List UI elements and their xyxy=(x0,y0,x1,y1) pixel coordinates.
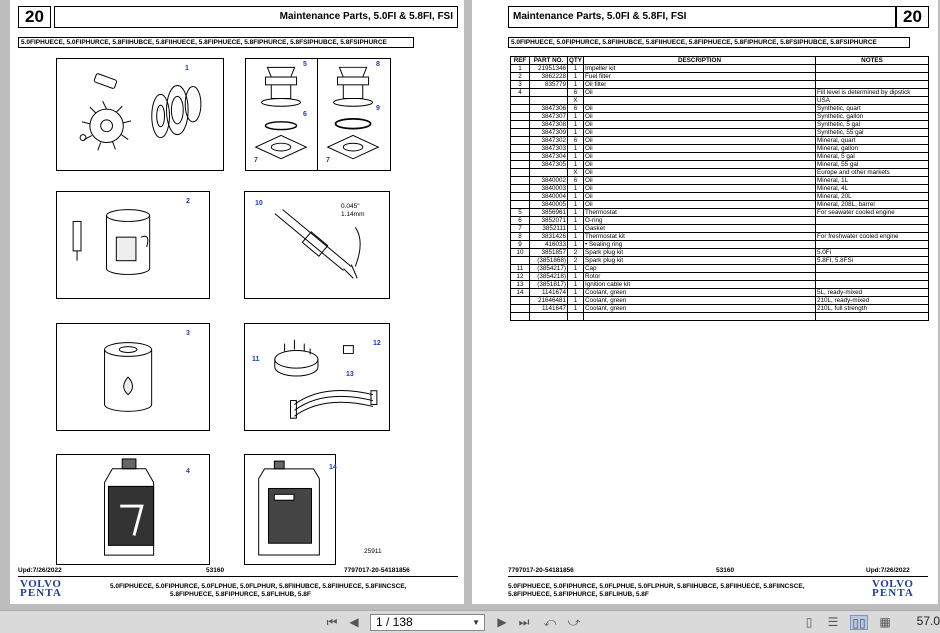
ref-label: 11 xyxy=(252,356,260,363)
table-row xyxy=(511,281,929,289)
table-cell: USA xyxy=(816,97,929,105)
ignition-parts-illustration xyxy=(244,323,390,431)
table-cell: 6 xyxy=(511,217,530,225)
footer-number: 53160 xyxy=(206,567,225,574)
table-cell: 8 xyxy=(511,233,530,241)
ref-label: 6 xyxy=(303,111,307,118)
table-cell: 21951346 xyxy=(530,65,568,73)
table-cell: 2 xyxy=(511,73,530,81)
table-cell: Oil xyxy=(584,193,816,201)
table-cell: Oil xyxy=(584,121,816,129)
table-cell xyxy=(530,97,568,105)
table-cell xyxy=(530,313,568,321)
table-row xyxy=(511,73,929,81)
table-cell: Europe and other markets xyxy=(816,169,929,177)
table-cell: (3851817) xyxy=(530,281,568,289)
table-cell: Mineral, 55 gal xyxy=(816,161,929,169)
table-row xyxy=(511,273,929,281)
table-cell: Coolant, green xyxy=(584,305,816,313)
table-cell: 1 xyxy=(568,193,584,201)
table-cell xyxy=(816,241,929,249)
parts-table-body xyxy=(511,65,929,321)
table-cell xyxy=(816,313,929,321)
table-cell xyxy=(511,145,530,153)
table-cell: Oil filter xyxy=(584,81,816,89)
table-cell: Mineral, 1L xyxy=(816,177,929,185)
footer-doc-id: 7797017-20-54181856 xyxy=(508,567,574,574)
last-page-icon[interactable]: ⏭ xyxy=(518,615,530,629)
thermostat-illustration xyxy=(245,58,318,171)
table-row xyxy=(511,257,929,265)
table-row xyxy=(511,289,929,297)
table-cell xyxy=(584,313,816,321)
table-cell: 1 xyxy=(568,81,584,89)
two-page-continuous-icon[interactable]: ▦ xyxy=(879,615,891,629)
spark-plug-illustration xyxy=(244,191,390,299)
table-cell: X xyxy=(568,97,584,105)
table-cell: Oil xyxy=(584,169,816,177)
ref-label: 1 xyxy=(185,65,189,72)
table-cell: 3847304 xyxy=(530,153,568,161)
footer-number: 53160 xyxy=(716,567,735,574)
table-cell xyxy=(584,97,816,105)
table-cell: 3851857 xyxy=(530,249,568,257)
coolant-jug-drawing xyxy=(245,455,335,564)
table-cell: 11 xyxy=(511,265,530,273)
table-cell xyxy=(511,193,530,201)
continuous-icon[interactable]: ☰ xyxy=(827,615,839,629)
footer-model-list xyxy=(508,583,805,599)
table-cell: Oil xyxy=(584,89,816,97)
footer-rule xyxy=(508,576,928,577)
table-cell: 1141674 xyxy=(530,289,568,297)
table-cell xyxy=(530,89,568,97)
logo-line2: PENTA xyxy=(20,587,62,599)
table-row xyxy=(511,153,929,161)
table-cell: Ignition cable kit xyxy=(584,281,816,289)
table-row xyxy=(511,185,929,193)
table-row xyxy=(511,105,929,113)
oil-filter-illustration xyxy=(56,323,210,431)
table-cell xyxy=(816,265,929,273)
table-cell: 2 xyxy=(568,257,584,265)
table-cell: 1 xyxy=(568,65,584,73)
table-cell: 1 xyxy=(568,121,584,129)
table-cell: Spark plug kit xyxy=(584,257,816,265)
table-cell: 1 xyxy=(511,65,530,73)
table-cell xyxy=(511,297,530,305)
table-cell: Oil xyxy=(584,185,816,193)
ref-label: 10 xyxy=(255,200,263,207)
table-cell: Oil xyxy=(584,153,816,161)
table-cell: Fuel filter xyxy=(584,73,816,81)
table-cell: 1 xyxy=(568,129,584,137)
table-row xyxy=(511,81,929,89)
table-cell: 416033 xyxy=(530,241,568,249)
ref-label: 8 xyxy=(376,61,380,68)
page-number: 20 xyxy=(896,6,929,28)
table-cell: Oil xyxy=(584,201,816,209)
table-row xyxy=(511,129,929,137)
table-row xyxy=(511,137,929,145)
table-cell: Impeller kit xyxy=(584,65,816,73)
oil-filter-drawing xyxy=(57,324,209,430)
table-cell: 12 xyxy=(511,273,530,281)
footer-models-line2: 5.8FIPHUECE, 5.8FIPHURCE, 5.8FLIHUB, 5.8F xyxy=(170,591,311,598)
table-cell: Mineral, quart xyxy=(816,137,929,145)
table-cell: 3847306 xyxy=(530,105,568,113)
table-cell: 5.0Fi xyxy=(816,249,929,257)
footer-updated: Upd:7/26/2022 xyxy=(866,567,910,574)
volvo-penta-logo xyxy=(20,580,62,598)
footer-models-line2: 5.8FIPHUECE, 5.8FIPHURCE, 5.8FLIHUB, 5.8F xyxy=(508,591,649,598)
table-cell: X xyxy=(568,169,584,177)
table-cell: For freshwater cooled engine xyxy=(816,233,929,241)
table-row xyxy=(511,89,929,97)
table-row xyxy=(511,193,929,201)
chevron-down-icon: ▼ xyxy=(472,618,480,627)
table-cell: Mineral, gallon xyxy=(816,145,929,153)
table-cell: Coolant, green xyxy=(584,289,816,297)
table-cell: Mineral, 208L, barrel xyxy=(816,201,929,209)
table-cell: 3847308 xyxy=(530,121,568,129)
table-row xyxy=(511,113,929,121)
coolant-jug-illustration xyxy=(244,454,336,565)
table-row xyxy=(511,217,929,225)
table-row xyxy=(511,97,929,105)
table-row xyxy=(511,305,929,313)
column-header: DESCRIPTION xyxy=(584,57,816,65)
table-cell: (3854218) xyxy=(530,273,568,281)
go-forward-icon[interactable]: ⤻ xyxy=(567,615,581,629)
table-cell: 1 xyxy=(568,273,584,281)
table-cell: Synthetic, 55 gal xyxy=(816,129,929,137)
table-cell: Mineral, 4L xyxy=(816,185,929,193)
spark-plug-drawing xyxy=(245,192,389,298)
table-cell: Oil xyxy=(584,129,816,137)
table-cell: (3854217) xyxy=(530,265,568,273)
table-cell: 3 xyxy=(511,81,530,89)
table-cell: 1 xyxy=(568,281,584,289)
table-cell: 5.8FI, 5.8FSi xyxy=(816,257,929,265)
table-cell: • Sealing ring xyxy=(584,241,816,249)
table-cell xyxy=(511,169,530,177)
table-cell: 6 xyxy=(568,89,584,97)
table-cell: 3840004 xyxy=(530,193,568,201)
table-cell: 3852071 xyxy=(530,217,568,225)
single-page-icon[interactable]: ▯ xyxy=(805,615,813,629)
table-cell: 2 xyxy=(568,249,584,257)
table-cell: 210L, ready-mixed xyxy=(816,297,929,305)
table-cell xyxy=(568,313,584,321)
table-cell: 3862228 xyxy=(530,73,568,81)
table-cell: Oil xyxy=(584,105,816,113)
ref-label: 9 xyxy=(376,105,380,112)
table-cell: For seawater cooled engine xyxy=(816,209,929,217)
column-header: REF xyxy=(511,57,530,65)
table-cell: 1 xyxy=(568,289,584,297)
right-page xyxy=(472,0,938,604)
table-cell: 3847307 xyxy=(530,113,568,121)
table-cell: 1 xyxy=(568,233,584,241)
table-cell: 5 xyxy=(511,209,530,217)
table-cell: Oil xyxy=(584,161,816,169)
table-cell: 1 xyxy=(568,297,584,305)
table-cell: 1 xyxy=(568,201,584,209)
table-cell xyxy=(816,225,929,233)
table-cell: 10 xyxy=(511,249,530,257)
logo-line1: VOLVO xyxy=(20,578,62,590)
footer-rule xyxy=(18,576,458,577)
table-row xyxy=(511,241,929,249)
image-number: 25911 xyxy=(364,548,382,555)
table-cell xyxy=(511,313,530,321)
footer-updated: Upd:7/26/2022 xyxy=(18,567,62,574)
column-header: NOTES xyxy=(816,57,929,65)
table-cell: 7 xyxy=(511,225,530,233)
table-cell: 210L, full strength xyxy=(816,305,929,313)
table-cell: 1 xyxy=(568,225,584,233)
table-cell: O-ring xyxy=(584,217,816,225)
ref-label: 13 xyxy=(346,371,354,378)
table-cell: 13 xyxy=(511,281,530,289)
two-page-icon[interactable]: ▯▯ xyxy=(850,615,868,630)
table-cell xyxy=(511,257,530,265)
table-cell: Thermostat xyxy=(584,209,816,217)
page-display: 1 / 138 xyxy=(376,615,413,629)
table-row xyxy=(511,177,929,185)
table-row xyxy=(511,265,929,273)
ref-label: 2 xyxy=(186,198,190,205)
table-row xyxy=(511,121,929,129)
page-title: Maintenance Parts, 5.0FI & 5.8FI, FSI xyxy=(508,6,896,28)
table-row xyxy=(511,161,929,169)
zoom-value[interactable]: 57.0 xyxy=(916,614,940,628)
table-row xyxy=(511,249,929,257)
table-cell: 3840005 xyxy=(530,201,568,209)
next-page-icon[interactable]: ▶ xyxy=(497,615,507,629)
table-cell xyxy=(816,281,929,289)
table-cell: 1 xyxy=(568,209,584,217)
table-cell xyxy=(816,273,929,281)
table-row xyxy=(511,169,929,177)
table-cell: 1 xyxy=(568,113,584,121)
table-cell xyxy=(816,73,929,81)
logo-line1: VOLVO xyxy=(872,578,914,590)
table-header-row xyxy=(511,57,929,65)
table-cell: 1141647 xyxy=(530,305,568,313)
table-cell xyxy=(511,161,530,169)
table-cell: 14 xyxy=(511,289,530,297)
table-cell xyxy=(511,305,530,313)
table-cell: Coolant, green xyxy=(584,297,816,305)
table-cell: 1 xyxy=(568,161,584,169)
table-cell: Synthetic, 5 gal xyxy=(816,121,929,129)
column-header: QTY xyxy=(569,57,582,64)
table-cell: 1 xyxy=(568,153,584,161)
table-cell: 9 xyxy=(511,241,530,249)
model-list: 5.0FIPHUECE, 5.0FIPHURCE, 5.8FIIHUBCE, 5.8FIIHUECE, 5.8FIPHUECE, 5.8FIPHURCE, 5.8FSIPHUBCE, 5.8FSIPHURCE xyxy=(508,37,910,48)
table-cell xyxy=(511,129,530,137)
logo-line2: PENTA xyxy=(872,587,914,599)
prev-page-icon[interactable]: ◀ xyxy=(349,615,359,629)
footer-models-line1: 5.0FIPHUECE, 5.0FIPHURCE, 5.0FLPHUE, 5.0FLPHUR, 5.8FIIHUBCE, 5.8FIIHUECE, 5.8FIINCSCE, xyxy=(508,583,805,590)
parts-table xyxy=(510,56,929,321)
table-cell: (3851868) xyxy=(530,257,568,265)
ref-label: 14 xyxy=(329,464,337,471)
page-number-select[interactable] xyxy=(370,614,485,631)
table-cell: 21646481 xyxy=(530,297,568,305)
volvo-penta-logo xyxy=(872,580,914,598)
ref-label: 7 xyxy=(326,157,330,164)
table-cell xyxy=(816,81,929,89)
impeller-kit-drawing xyxy=(57,59,223,170)
table-cell: Cap xyxy=(584,265,816,273)
table-cell: 5L, ready-mixed xyxy=(816,289,929,297)
ignition-parts-drawing xyxy=(245,324,389,430)
oil-bottle-illustration xyxy=(56,454,210,565)
table-cell xyxy=(511,105,530,113)
gap-spec-inch: 0.045" xyxy=(341,203,360,210)
table-cell: 3852111 xyxy=(530,225,568,233)
viewer-toolbar xyxy=(0,610,940,633)
table-cell: 1 xyxy=(568,305,584,313)
table-cell: Fill level is determined by dipstick xyxy=(816,89,929,97)
thermostat-kit-drawing xyxy=(318,59,390,170)
table-cell: Oil xyxy=(584,113,816,121)
thermostat-kit-illustration xyxy=(317,58,391,171)
table-cell: 835779 xyxy=(530,81,568,89)
table-cell: 1 xyxy=(568,265,584,273)
table-cell: Gasket xyxy=(584,225,816,233)
impeller-kit-illustration xyxy=(56,58,224,171)
table-cell: 3840003 xyxy=(530,185,568,193)
first-page-icon[interactable]: ⏮ xyxy=(326,615,338,629)
ref-label: 4 xyxy=(186,468,190,475)
table-cell: 3847302 xyxy=(530,137,568,145)
table-cell: 4 xyxy=(511,89,530,97)
table-cell: Oil xyxy=(584,137,816,145)
table-cell: 1 xyxy=(568,73,584,81)
table-row xyxy=(511,233,929,241)
table-cell: Rotor xyxy=(584,273,816,281)
table-cell: 3831426 xyxy=(530,233,568,241)
table-cell: Oil xyxy=(584,145,816,153)
table-row xyxy=(511,209,929,217)
table-cell: 3840002 xyxy=(530,177,568,185)
go-back-icon[interactable]: ⤺ xyxy=(543,615,557,629)
table-cell xyxy=(511,97,530,105)
table-cell: 1 xyxy=(568,217,584,225)
page-title: Maintenance Parts, 5.0FI & 5.8FI, FSI xyxy=(54,6,458,28)
table-cell xyxy=(511,113,530,121)
table-cell xyxy=(816,65,929,73)
table-cell: Mineral, 20L xyxy=(816,193,929,201)
footer-models-line1: 5.0FIPHUECE, 5.0FIPHURCE, 5.0FLPHUE, 5.0FLPHUR, 5.8FIIHUBCE, 5.8FIIHUECE, 5.8FIINCSCE, xyxy=(110,583,407,590)
table-cell: Synthetic, quart xyxy=(816,105,929,113)
table-cell xyxy=(511,201,530,209)
table-cell: 3847309 xyxy=(530,129,568,137)
table-cell: 6 xyxy=(568,177,584,185)
table-cell: 1 xyxy=(568,145,584,153)
table-row xyxy=(511,65,929,73)
table-cell: 6 xyxy=(568,137,584,145)
ref-label: 7 xyxy=(254,157,258,164)
table-cell xyxy=(511,153,530,161)
table-cell: Spark plug kit xyxy=(584,249,816,257)
model-list: 5.0FIPHUECE, 5.0FIPHURCE, 5.8FIIHUBCE, 5.8FIIHUECE, 5.8FIPHUECE, 5.8FIPHURCE, 5.8FSIPHUBCE, 5.8FSIPHURCE xyxy=(18,37,414,48)
table-cell: Thermostat kit xyxy=(584,233,816,241)
ref-label: 12 xyxy=(373,340,381,347)
fuel-filter-drawing xyxy=(57,192,209,298)
table-cell: 3856961 xyxy=(530,209,568,217)
table-cell xyxy=(511,121,530,129)
page-number: 20 xyxy=(18,6,51,28)
table-cell xyxy=(511,137,530,145)
column-header: PART NO. xyxy=(530,57,568,65)
ref-label: 5 xyxy=(303,61,307,68)
table-cell xyxy=(530,169,568,177)
table-cell: 6 xyxy=(568,105,584,113)
table-cell: Mineral, 5 gal xyxy=(816,153,929,161)
left-page xyxy=(10,0,464,604)
table-row xyxy=(511,145,929,153)
table-row-empty xyxy=(511,313,929,321)
ref-label: 3 xyxy=(186,330,190,337)
table-cell xyxy=(511,185,530,193)
table-cell: Oil xyxy=(584,177,816,185)
table-row xyxy=(511,297,929,305)
fuel-filter-illustration xyxy=(56,191,210,299)
table-row xyxy=(511,225,929,233)
gap-spec-mm: 1.14mm xyxy=(341,211,365,218)
table-cell: 3847303 xyxy=(530,145,568,153)
table-cell: 3847305 xyxy=(530,161,568,169)
table-cell xyxy=(511,177,530,185)
table-row xyxy=(511,201,929,209)
table-cell: 1 xyxy=(568,185,584,193)
table-cell: Synthetic, gallon xyxy=(816,113,929,121)
footer-model-list xyxy=(110,583,407,599)
table-cell: 1 xyxy=(568,241,584,249)
table-cell xyxy=(816,217,929,225)
footer-doc-id: 7797017-20-54181856 xyxy=(344,567,410,574)
